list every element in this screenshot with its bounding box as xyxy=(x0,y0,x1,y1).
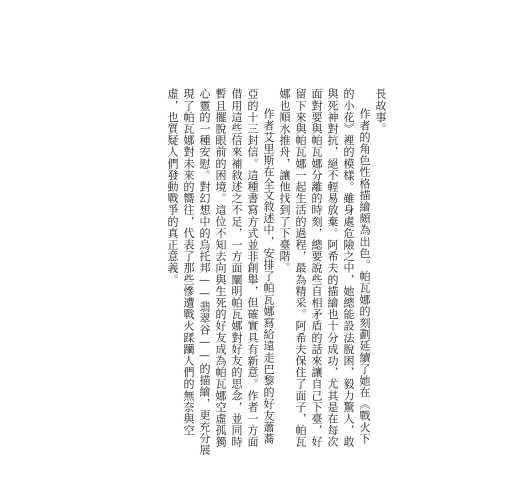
text-column: 現了帕瓦娜對未來的嚮往，代表了那些慘遭戰火蹂躪人們的無奈與空 xyxy=(182,88,195,436)
text-column: 娜也順水推舟，讓他找到了下臺階。 xyxy=(278,88,291,274)
text-column: 長故事。 xyxy=(374,88,387,135)
text-column: 借用這些信來補敘述之不足，一方面闡明帕瓦娜對好友的思念，並同時 xyxy=(230,88,243,448)
text-column: 作者艾里斯在全文敘述中，安排了帕瓦娜寫給遠走巴黎的好友蕭蕎 xyxy=(262,108,275,445)
text-column: 虛，也質疑人們發動戰爭的真正意義。 xyxy=(166,88,179,286)
text-column: 與死神對抗，絕不輕易放棄。阿希夫的描繪也十分成功，尤其是在每次 xyxy=(326,88,339,448)
text-column: 留下來與帕瓦娜一起生活的過程，最為精采。阿希夫保住了面子，帕瓦 xyxy=(294,88,307,448)
text-column: 面對要與帕瓦娜分離的時刻，總要說些自相矛盾的話來讓自己下臺，好 xyxy=(310,88,323,448)
text-column: 的小花》裡的模樣。雖身處危險之中，她總能設法脫困，毅力驚人，敢 xyxy=(342,88,355,448)
text-column: 作者的角色性格描繪頗為出色。帕瓦娜的刻劃延續了她在《戰火下 xyxy=(358,108,371,445)
text-column: 心靈的一種安慰。對幻想中的烏托邦——翡翠谷——的描繪，更充分展 xyxy=(198,88,211,456)
text-column: 暫且擺脫眼前的困境。這位不知去向與生死的好友成為帕瓦娜空虛孤獨 xyxy=(214,88,227,448)
text-column: 亞的十三封信。這種書寫方式並非創舉，但確實具有新意。作者一方面 xyxy=(246,88,259,448)
